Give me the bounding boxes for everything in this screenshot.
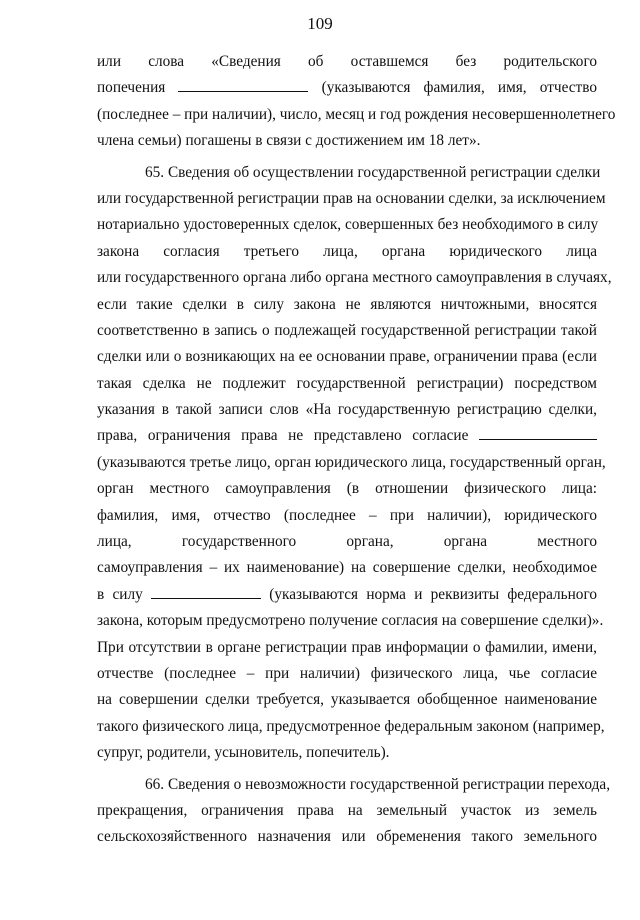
text-line: или государственной регистрации прав на основании сделки, за исключением	[97, 189, 606, 207]
text-line: сделки или о возникающих на ее основании праве, ограничении права (если	[97, 348, 597, 366]
text-line: на совершении сделки требуется, указывается обобщенное наименование	[97, 691, 597, 709]
text-fragment: (указываются фамилия, имя, отчество	[321, 79, 597, 97]
text-line: (последнее – при наличии), число, месяц и год рождения несовершеннолетнего	[97, 105, 616, 123]
text-line: такая сделка не подлежит государственной регистрации) посредством	[97, 374, 597, 392]
text-fragment: права, ограничения права не представлено согласие	[97, 427, 469, 445]
text-line: отчестве (последнее – при наличии) физического лица, чье согласие	[97, 664, 597, 682]
text-line: закона согласия третьего лица, органа юридического лица	[97, 242, 597, 260]
text-line: закона, которым предусмотрено получение согласия на совершение сделки)».	[97, 612, 604, 630]
text-line: такого физического лица, предусмотренное федеральным законом (например,	[97, 717, 605, 735]
text-line: члена семьи) погашены в связи с достижением им 18 лет».	[97, 132, 481, 150]
text-line	[97, 423, 597, 449]
blank-underline	[151, 584, 261, 599]
text-line: или государственного органа либо органа местного самоуправления в случаях,	[97, 269, 612, 287]
blank-underline	[479, 425, 597, 440]
paragraph-65	[97, 160, 612, 767]
text-line: соответственно в запись о подлежащей государственной регистрации такой	[97, 321, 597, 339]
text-line: прекращения, ограничения права на земельный участок из земель	[97, 801, 597, 819]
text-line: орган местного самоуправления (в отношении физического лица:	[97, 480, 597, 498]
text-line: указания в такой записи слов «На государственную регистрацию сделки,	[97, 401, 597, 419]
text-line: нотариально удостоверенных сделок, совершенных без необходимого в силу	[97, 216, 599, 234]
paragraph-66	[97, 772, 611, 851]
text-line: самоуправления – их наименование) на совершение сделки, необходимое	[97, 559, 597, 577]
text-line: 66. Сведения о невозможности государственной регистрации перехода,	[145, 775, 611, 793]
text-line	[97, 75, 597, 101]
text-fragment: в силу	[97, 585, 143, 603]
text-line: или слова «Сведения об оставшемся без родительского	[97, 53, 597, 70]
text-line: лица, государственного органа, органа местного	[97, 533, 597, 551]
page-number: 109	[307, 14, 333, 33]
text-line: (указываются третье лицо, орган юридического лица, государственный орган,	[97, 453, 606, 471]
text-line: 65. Сведения об осуществлении государственной регистрации сделки	[145, 163, 601, 181]
text-fragment: (указываются норма и реквизиты федерального	[269, 585, 597, 603]
text-line: При отсутствии в органе регистрации прав информации о фамилии, имени,	[97, 638, 597, 656]
text-line: фамилия, имя, отчество (последнее – при наличии), юридического	[97, 506, 597, 524]
blank-underline	[178, 77, 308, 92]
text-line	[97, 582, 597, 608]
text-line: сельскохозяйственного назначения или обременения такого земельного	[97, 828, 597, 846]
text-fragment: попечения	[97, 79, 166, 97]
document-body	[97, 49, 616, 851]
paragraph-continued	[97, 49, 616, 155]
text-line: если такие сделки в силу закона не являются ничтожными, вносятся	[97, 295, 597, 313]
text-line: супруг, родители, усыновитель, попечитель).	[97, 744, 390, 762]
